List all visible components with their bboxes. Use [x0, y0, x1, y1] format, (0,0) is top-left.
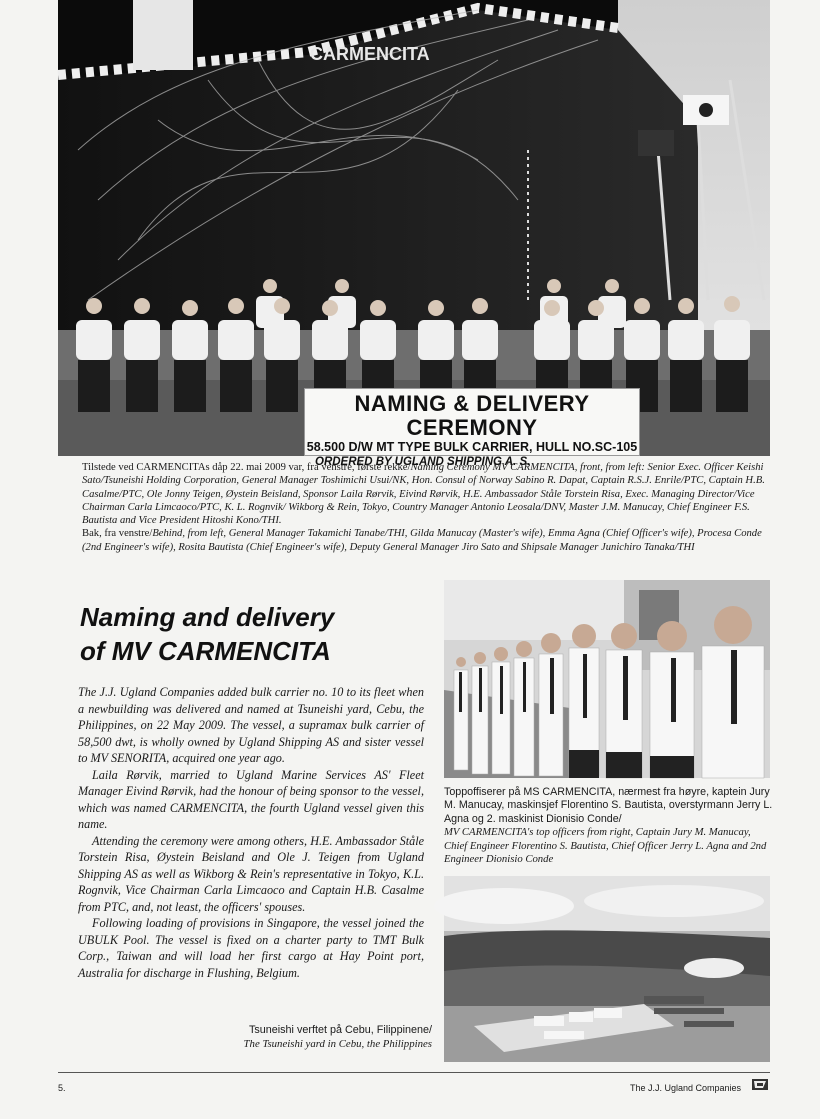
officers-photo-graphic	[444, 580, 770, 778]
yard-caption-norwegian: Tsuneishi verftet på Cebu, Filippinene/	[248, 1024, 432, 1036]
banner-line-vessel: 58.500 D/W MT TYPE BULK CARRIER, HULL NO.SC-105	[306, 440, 638, 454]
ship-name-label: CARMENCITA	[310, 44, 430, 64]
ceremony-banner	[304, 388, 640, 468]
banner-title: NAMING & DELIVERY CEREMONY	[354, 391, 590, 440]
article-paragraph: Following loading of provisions in Singapore, the vessel joined the UBULK Pool. The vessel is fixed on a charter party to TMT Bulk Corp., Taiwan and will load her first cargo at Hay Point port, Australia for discharge in Flushing, Belgium.	[78, 916, 424, 980]
article-paragraph: Attending the ceremony were among others, H.E. Ambassador Ståle Torstein Risa, Øystein Beisland and Ole J. Teigen from Ugland Shipping AS as well as Wikborg & Rein's representative in Tokyo, K.L. Rognvik, Vice Chairman Carla Limcaoco and Captain H.B. Casalme from PTC, and, not least, the officers' spouses.	[78, 833, 424, 914]
yard-caption-english: The Tsuneishi yard in Cebu, the Philippines	[243, 1038, 432, 1050]
article-paragraph: Laila Rørvik, married to Ugland Marine Services AS' Fleet Manager Eivind Rørvik, had the honour of being sponsor to the vessel, which was named CARMENCITA, the fourth Ugland vessel given this name.	[78, 767, 424, 831]
caption-front-names: Naming Ceremony MV CARMENCITA, front, from left: Senior Exec. Officer Keishi Sato/Tsuneishi Holding Corporation, General Manager Toshimichi Usui/NK, Hon. Consul of Norway Sabino R. Dapat, Captain R.S.J. Enrile/PTC, Captain H.B. Casalme/PTC, Ole Jonny Teigen, Øystein Beisland, Sponsor Laila Rørvik, Eivind Rørvik, H.E. Ambassador Ståle Torstein Risa, Exec. Managing Director/Vice Chairman Carla Limcaoco/PTC, K. L. Rognvik/ Wikborg & Rein, Tokyo, Country Manager Antonio Leosala/DNV, Master J.M. Manucay, Chief Engineer F.S. Bautista and Vice President Hitoshi Kono/THI.	[82, 462, 765, 527]
page-number: 5.	[58, 1083, 66, 1093]
article-headline	[80, 600, 430, 668]
article-paragraph: The J.J. Ugland Companies added bulk carrier no. 10 to its fleet when a newbuilding was delivered and named at Tsuneishi yard, Cebu, the Philippines, on 22 May 2009. The vessel, a supramax bulk carrier of 58,500 dwt, is wholly owned by Ugland Shipping AS and sister vessel to MV SENORITA, acquired one year ago.	[78, 685, 424, 765]
yard-aerial-photo	[444, 876, 770, 1062]
footer-rule	[58, 1072, 770, 1073]
yard-aerial-graphic	[444, 876, 770, 1062]
caption-behind-lead: Bak, fra venstre/	[82, 528, 153, 540]
banner-line-owner: ORDERED BY UGLAND SHIPPING A. S.	[315, 456, 531, 468]
ceremony-photo-caption	[82, 461, 772, 554]
officers-photo	[444, 580, 770, 778]
yard-photo-caption	[180, 1023, 432, 1051]
officers-photo-caption	[444, 786, 774, 866]
headline-line-2: of MV CARMENCITA	[80, 636, 331, 666]
officers-caption-english: MV CARMENCITA's top officers from right, Captain Jury M. Manucay, Chief Engineer Florentino S. Bautista, Chief Officer Jerry L. Agna and 2nd Engineer Dionisio Conde	[444, 826, 767, 866]
footer-company-name: The J.J. Ugland Companies	[630, 1083, 742, 1093]
ugland-flag-icon	[752, 1079, 768, 1090]
caption-behind-names: Behind, from left, General Manager Takamichi Tanabe/THI, Gilda Manucay (Master's wife), Emma Agna (Chief Officer's wife), Procesa Conde (2nd Engineer's wife), Rosita Bautista (Chief Engineer's wife), Deputy General Manager Jiro Sato and Shipsale Manager Junichiro Tanaka/THI	[82, 528, 762, 553]
officers-caption-norwegian: Toppoffiserer på MS CARMENCITA, nærmest fra høyre, kaptein Jury M. Manucay, maskinsjef Florentino S. Bautista, overstyrmann Jerry L. Agna og 2. maskinist Dionisio Conde/	[444, 786, 773, 825]
caption-front-lead: Tilstede ved CARMENCITAs dåp 22. mai 2009 var, fra venstre, første rekke/	[82, 462, 411, 473]
article-body	[78, 684, 424, 981]
headline-line-1: Naming and delivery	[80, 602, 335, 632]
